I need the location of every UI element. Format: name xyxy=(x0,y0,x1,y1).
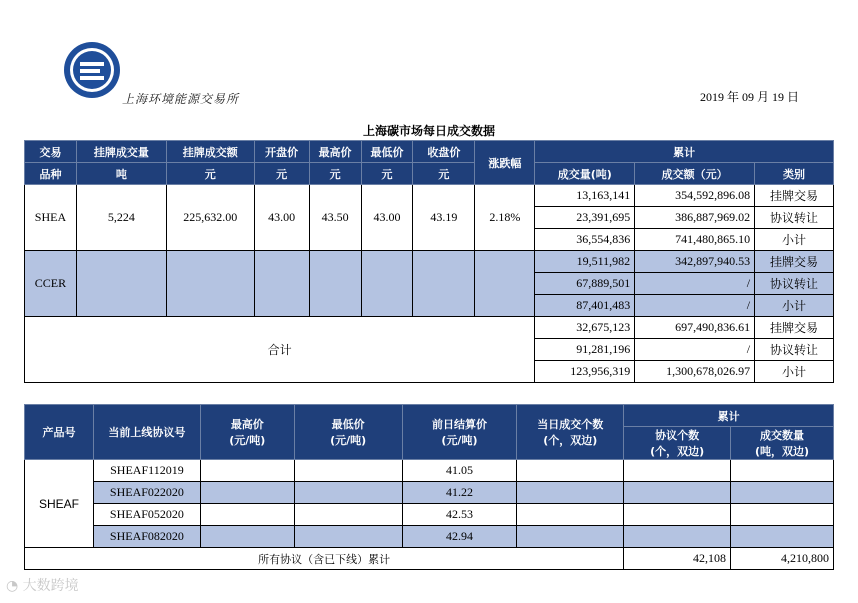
header-cell: 类别 xyxy=(755,163,834,185)
header-text: 最低价 xyxy=(331,418,365,431)
header-cell: 成交额（元） xyxy=(635,163,755,185)
watermark-icon: ◔ xyxy=(6,578,19,594)
table-cell: 挂牌交易 xyxy=(755,317,834,339)
table-row xyxy=(25,185,834,207)
table-cell: 342,897,940.53 xyxy=(635,251,755,273)
header-cell xyxy=(517,405,624,460)
header-cell xyxy=(731,427,834,460)
table-row xyxy=(25,504,834,526)
header-cell: 挂牌成交额 xyxy=(166,141,254,163)
header-cell: 元 xyxy=(361,163,413,185)
watermark-text: 大数跨境 xyxy=(22,578,79,594)
header-cell: 最高价 xyxy=(309,141,361,163)
table-cell: 42.53 xyxy=(402,504,517,526)
table-cell: 挂牌交易 xyxy=(755,185,834,207)
table-cell: 小计 xyxy=(755,229,834,251)
table-cell: 2.18% xyxy=(475,185,535,251)
header-text: 成交数量 xyxy=(760,429,805,442)
empty-cell xyxy=(731,504,834,526)
header-cell: 元 xyxy=(309,163,361,185)
header-text: 当日成交个数 xyxy=(537,418,604,431)
empty-cell xyxy=(517,504,624,526)
empty-cell xyxy=(294,460,402,482)
empty-cell xyxy=(76,251,166,317)
empty-cell xyxy=(309,251,361,317)
empty-cell xyxy=(294,504,402,526)
table-cell: SHEAF052020 xyxy=(93,504,200,526)
table-cell: / xyxy=(635,339,755,361)
header-cell: 成交量(吨) xyxy=(535,163,635,185)
empty-cell xyxy=(413,251,475,317)
product-name: SHEA xyxy=(25,185,77,251)
header-cell xyxy=(200,405,294,460)
header-unit: (元/吨) xyxy=(229,434,266,447)
empty-cell xyxy=(166,251,254,317)
table-cell: 23,391,695 xyxy=(535,207,635,229)
header-row-1 xyxy=(25,405,834,427)
empty-cell xyxy=(200,526,294,548)
exchange-logo xyxy=(62,40,122,100)
table-cell: SHEAF112019 xyxy=(93,460,200,482)
table-cell: 225,632.00 xyxy=(166,185,254,251)
product-name: SHEAF xyxy=(25,460,94,548)
header-cell: 挂牌成交量 xyxy=(76,141,166,163)
table-cell: 协议转让 xyxy=(755,273,834,295)
header-cell: 最低价 xyxy=(361,141,413,163)
table-row xyxy=(25,460,834,482)
header-cell: 元 xyxy=(254,163,309,185)
header-unit: (个，双边) xyxy=(650,445,705,458)
table-cell: / xyxy=(635,295,755,317)
table-cell: 42.94 xyxy=(402,526,517,548)
empty-cell xyxy=(475,251,535,317)
table-cell: 741,480,865.10 xyxy=(635,229,755,251)
watermark xyxy=(6,575,79,595)
header-cell: 累计 xyxy=(535,141,834,163)
table-cell: 挂牌交易 xyxy=(755,251,834,273)
header-unit: (个，双边) xyxy=(543,434,598,447)
empty-cell xyxy=(294,526,402,548)
table-row xyxy=(25,317,834,339)
page-title: 上海碳市场每日成交数据 xyxy=(362,124,495,138)
header-cell xyxy=(624,427,731,460)
table-cell: 43.19 xyxy=(413,185,475,251)
table-row xyxy=(25,526,834,548)
table-cell: 123,956,319 xyxy=(535,361,635,383)
total-label: 合计 xyxy=(25,317,535,383)
table-cell: 19,511,982 xyxy=(535,251,635,273)
table-cell: 32,675,123 xyxy=(535,317,635,339)
table-cell: 697,490,836.61 xyxy=(635,317,755,339)
header-cell: 开盘价 xyxy=(254,141,309,163)
header-cell: 累计 xyxy=(624,405,834,427)
table-cell: 386,887,969.02 xyxy=(635,207,755,229)
empty-cell xyxy=(731,526,834,548)
header-cell: 产品号 xyxy=(25,405,94,460)
empty-cell xyxy=(200,482,294,504)
empty-cell xyxy=(517,526,624,548)
table-cell: 43.00 xyxy=(254,185,309,251)
table-cell: 13,163,141 xyxy=(535,185,635,207)
header-row-1 xyxy=(25,141,834,163)
product-name: CCER xyxy=(25,251,77,317)
table-cell: 43.00 xyxy=(361,185,413,251)
footer-row xyxy=(25,548,834,570)
table-cell: 小计 xyxy=(755,295,834,317)
header-cell xyxy=(294,405,402,460)
table-cell: 43.50 xyxy=(309,185,361,251)
header-text: 最高价 xyxy=(230,418,264,431)
empty-cell xyxy=(731,460,834,482)
empty-cell xyxy=(517,482,624,504)
footer-qty: 4,210,800 xyxy=(731,548,834,570)
report-date: 2019 年 09 月 19 日 xyxy=(700,90,800,104)
header-cell xyxy=(402,405,517,460)
table-cell: 协议转让 xyxy=(755,339,834,361)
table-cell: 1,300,678,026.97 xyxy=(635,361,755,383)
empty-cell xyxy=(200,504,294,526)
table-cell: SHEAF082020 xyxy=(93,526,200,548)
table-cell: SHEAF022020 xyxy=(93,482,200,504)
empty-cell xyxy=(731,482,834,504)
table-cell: 87,401,483 xyxy=(535,295,635,317)
table-cell: 41.05 xyxy=(402,460,517,482)
table-cell: 36,554,836 xyxy=(535,229,635,251)
table-cell: 67,889,501 xyxy=(535,273,635,295)
table-cell: 354,592,896.08 xyxy=(635,185,755,207)
empty-cell xyxy=(200,460,294,482)
empty-cell xyxy=(624,482,731,504)
header-cell: 当前上线协议号 xyxy=(93,405,200,460)
header-unit: (元/吨) xyxy=(330,434,367,447)
table-row xyxy=(25,251,834,273)
empty-cell xyxy=(624,526,731,548)
empty-cell xyxy=(624,460,731,482)
footer-label: 所有协议（含已下线）累计 xyxy=(25,548,624,570)
header-cell: 吨 xyxy=(76,163,166,185)
header-cell: 收盘价 xyxy=(413,141,475,163)
table-cell: 41.22 xyxy=(402,482,517,504)
table-cell: 91,281,196 xyxy=(535,339,635,361)
header-unit: (吨，双边) xyxy=(754,445,810,458)
header-cell: 元 xyxy=(166,163,254,185)
header-text: 前日结算价 xyxy=(431,418,487,431)
header-text: 协议个数 xyxy=(655,429,700,442)
header-cell: 交易 xyxy=(25,141,77,163)
forward-agreement-table xyxy=(24,404,834,570)
header-cell: 涨跌幅 xyxy=(475,141,535,185)
header-cell: 品种 xyxy=(25,163,77,185)
header-row-2 xyxy=(25,163,834,185)
empty-cell xyxy=(361,251,413,317)
header-cell: 元 xyxy=(413,163,475,185)
footer-count: 42,108 xyxy=(624,548,731,570)
table-cell: / xyxy=(635,273,755,295)
table-row xyxy=(25,482,834,504)
logo-text: 上海环境能源交易所 xyxy=(122,92,240,106)
daily-trading-table xyxy=(24,140,834,383)
empty-cell xyxy=(254,251,309,317)
empty-cell xyxy=(294,482,402,504)
table-cell: 小计 xyxy=(755,361,834,383)
table-cell: 5,224 xyxy=(76,185,166,251)
empty-cell xyxy=(624,504,731,526)
empty-cell xyxy=(517,460,624,482)
table-cell: 协议转让 xyxy=(755,207,834,229)
header-unit: (元/吨) xyxy=(441,434,478,447)
